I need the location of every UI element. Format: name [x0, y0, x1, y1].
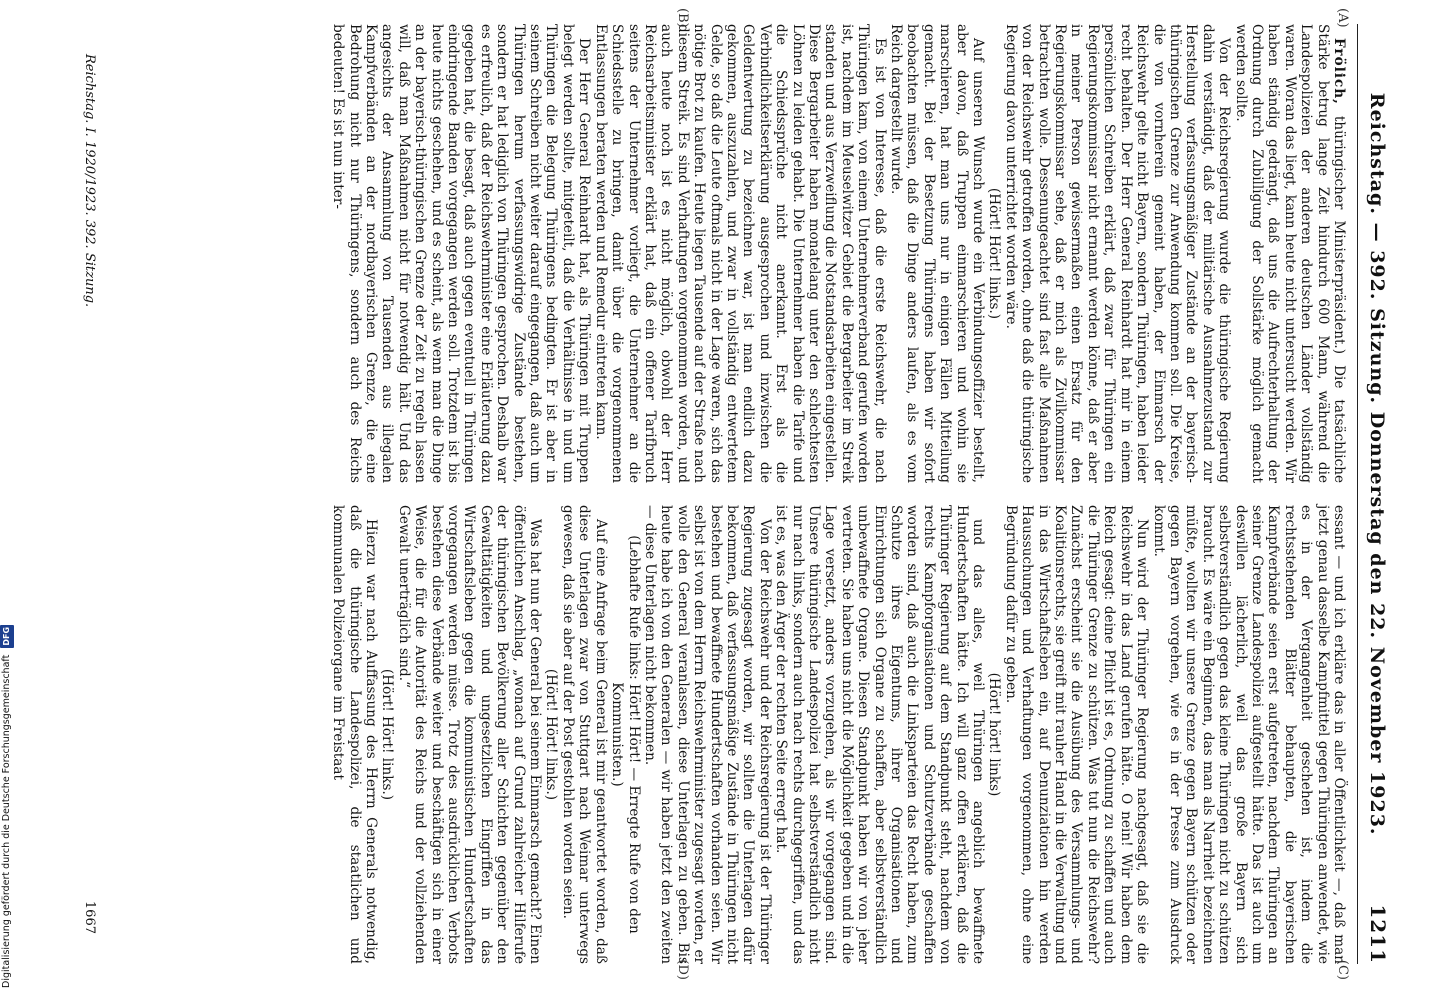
rotated-newspaper-page — [82, 8, 1390, 980]
paragraph-text: (Hört! Hört! links.) — [986, 187, 1003, 320]
paragraph — [1002, 505, 1150, 964]
interjection — [609, 505, 642, 964]
paragraph-text: (Hört! hört! links) — [986, 672, 1003, 797]
speaker-name: Frölich, — [1331, 38, 1347, 105]
column-right — [330, 505, 1347, 964]
interjection — [379, 505, 395, 964]
margin-mark-c: (C) — [1335, 959, 1350, 980]
paragraph-text: (Lebhafte Rufe links: Hört! Hört! — Erregte Rufe von den Kommunisten.) — [609, 535, 642, 934]
interjection — [543, 505, 559, 964]
paragraph — [592, 24, 887, 483]
page-title: Reichstag. — 392. Sitzung. Donnerstag den 22. November 1923. — [1366, 92, 1388, 836]
interjection — [986, 505, 1002, 964]
margin-mark-a: (A) — [1335, 8, 1350, 28]
paragraph-text: Auf unseren Wunsch wurde ein Verbindungsoffizier bestellt, aber davon, daß Truppen einmarschieren und wohin sie marschieren, hat man uns nur in einigen Fällen Mitteilung gemacht. Bei der Besetzung Thüringens haben wir sofort beobachten müssen, daß die Dinge anders laufen, als es vom Reich dargestellt wurde. — [888, 24, 987, 483]
paragraph — [888, 24, 986, 483]
paragraph — [395, 505, 543, 964]
paragraph-text: Von der Reichsregierung wurde die thüringische Regierung dahin verständigt, daß der militärische Ausnahmezustand zur Herstellung verfassungsmäßiger Zustände an der bayerisch-thüringischen Grenze zur Anwendung kommen soll. Die Kreise, die von vornherein gemeint haben, der Einmarsch der Reichswehr gelte nicht Bayern, sondern Thüringen, haben leider recht behalten. Der Herr General Reinhardt hat mir in einem persönlichen Schreiben erklärt, daß zwar für Thüringen ein Regierungskommissar nicht ernannt werden könne, daß er aber in meiner Person gewissermaßen einen Ersatz für den Regierungskommissar sehe, daß er mich als Zivilkommissar betrachten wolle. Dessenungeachtet sind fast alle Maßnahmen von der Reichswehr getroffen worden, ohne daß die thüringische Regierung davon unterrichtet worden wäre. — [1002, 24, 1233, 483]
dfg-logo-icon: DFG — [0, 625, 14, 648]
paragraph-text: thüringischer Ministerpräsident.) Die tatsächliche Stärke betrug lange Zeit hindurch 600 Mann, während die Landespolizeien der anderen deutschen Länder vollständig waren. Woran das liegt, kann heute nicht untersucht werden. Wir haben ständig gedrängt, daß uns die Aufrechterhaltung der Ordnung durch Zubilligung der Sollstärke möglich gemacht werden sollte. — [1232, 24, 1347, 483]
paragraph-text: Nun wird der Thüringer Regierung nachgesagt, daß sie die Reichswehr in das Land gerufen hätte. O nein! Wir haben dem Reich gesagt: deine Pflicht ist es, Ordnung zu schaffen und auch die Thüringer Grenze zu schützen. Was tut nun die Reichswehr? Zunächst erscheint sie die Ausübung des Versammlungs- und Koalitionsrechts, sie greift mit rauher Hand in die Verwaltung und in das Wirtschaftsleben ein, auf Denunziationen hin werden Haussuchungen und Verhaftungen vorgenommen, ohne eine Begründung dafür zu geben. — [1002, 505, 1151, 964]
paragraph-text: und das alles, weil Thüringen angeblich bewaffnete Hundertschaften hätte. Ich will ganz offen erklären, daß die Thüringer Regierung auf dem Standpunkt steht, nachdem von rechts Kampforganisationen und Schutzverbände geschaffen worden sind, daß auch die Linksparteien das Recht haben, zum Schutze ihres Eigentums, ihrer Organisationen und Einrichtungen sich Organe zu schaffen, aber selbstverständlich unbewaffnete Organe. Diesen Standpunkt haben wir von jeher vertreten. Sie haben uns nicht die Möglichkeit gegeben und in die Lage versetzt, anders vorzugehen, als wir vorgegangen sind. Unsere thüringische Landespolizei hat selbstverständlich nicht nur nach links, sondern auch nach rechts durchgegriffen, und das ist es, was den Ärger der rechten Seite erregt hat. — [773, 505, 987, 964]
paragraph — [1232, 24, 1347, 483]
text-columns — [330, 24, 1347, 964]
paragraph-text: (Hört! Hört! links.) — [543, 668, 560, 801]
footer-left: Reichstag. I. 1920/1923. 392. Sitzung. — [82, 54, 97, 308]
interjection — [986, 24, 1002, 483]
credit-text: Digitalisierung gefördert durch die Deutsche Forschungsgemeinschaft — [1, 654, 12, 988]
paragraph — [1002, 24, 1232, 483]
page-number: 1211 — [1366, 904, 1390, 964]
paragraph — [560, 505, 609, 964]
paragraph-text: Was hat nun der General bei seinem Einmarsch gemacht? Einen öffentlichen Anschlag, „wonach auf Grund zahlreicher Hilferufe der thüringischen Bevölkerung aller Schichten gegenüber den Gewalttätigkeiten und ungesetzlichen Eingriffen in das Wirtschaftsleben gegen die kommunistischen Hundertschaften vorgegangen werden müsse. Trotz des ausdrücklichen Verbots bestehen diese Verbände weiter und beschäftigen sich in einer Weise, die für die Autorität des Reichs und der vollziehenden Gewalt unerträglich sind.“ — [395, 505, 544, 964]
digitization-credit — [0, 0, 14, 1000]
paragraph-text: Von der Reichswehr und der Reichsregierung ist der Thüringer Regierung zugesagt worden, wir sollten die Unterlagen dafür bekommen, daß verfassungsmäßige Zustände in Thüringen nicht bestehen und bewaffnete Hundertschaften vorhanden seien. Wir selbst ist von dem Herrn Reichswehrminister zugesagt worden, er wolle den General veranlassen, diese Unterlagen zu geben. Bis heute habe ich von den Generalen — wir haben jetzt den zweiten — diese Unterlagen nicht bekommen. — [641, 505, 773, 964]
paragraph — [330, 505, 379, 964]
paragraph-text: essant — und ich erkläre das in aller Öffentlichkeit —, daß man jetzt genau dasselbe Kampfmittel gegen Thüringen anwendet, wie es in der Vergangenheit geschehen ist, indem die rechtsstehenden Blätter behaupten, die bayerischen Kampfverbände seien erst aufgetreten, nachdem Thüringen an seiner Grenze Landespolizei aufgestellt hätte. Das ist auch um deswillen lächerlich, weil das große Bayern sich selbstverständlich gegen das kleine Thüringen nicht zu schützen braucht. Es wäre ein Beginnen, das man als Narrheit bezeichnen müßte, wollten wir unsere Grenze gegen Bayern schützen oder gegen Bayern vorgehen, wie es in der Presse zum Ausdruck kommt. — [1150, 505, 1347, 964]
paragraph — [330, 24, 593, 483]
page-header — [1357, 24, 1390, 964]
column-left — [330, 24, 1347, 483]
paragraph-text: Der Herr General Reinhardt hat, als Thüringen mit Truppen belegt werden sollte, mitgeteilt, daß die Verhältnisse in und um Thüringen die Belegung Thüringens bedingten. Er ist aber in seinem Schreiben nicht weiter darauf eingegangen, daß auch um Thüringen herum verfassungswidrige Zustände bestehen, sondern er hat lediglich von Thüringen gesprochen. Deshalb war es erfreulich, daß der Reichswehrminister eine Erläuterung dazu gegeben hat, die besagt, daß auch gegen eventuell in Thüringen eindringende Banden vorgegangen werden soll. Trotzdem ist bis heute nichts geschehen, und es scheint, als wenn man die Dinge an der bayerisch-thüringischen Grenze der Zeit zu regeln lassen will, daß man Maßnahmen nicht für notwendig hält. Und das angesichts der Ansammlung von Tausenden aus illegalen Kampfverbänden an der nordbayerischen Grenze, die eine Bedrohung nicht nur Thüringens, sondern auch des Reichs bedeuten! Es ist nun inter- — [330, 24, 593, 483]
footer-page-number: 1667 — [82, 900, 97, 934]
paragraph-text: (Hört! Hört! links.) — [379, 668, 396, 801]
paragraph — [1150, 505, 1347, 964]
paragraph-text: Es ist von Interesse, daß die erste Reichswehr, die nach Thüringen kam, von einem Unternehmerverband gerufen worden ist, nachdem im Meuselwitzer Gebiet die Bergarbeiter im Streik standen und aus Verzweiflung die Notstandsarbeiten eingestellen. Diese Bergarbeiter haben monatelang unter den schlechtesten Löhnen zu leiden gehabt. Die Unternehmer haben die Tarife und die Schiedssprüche nicht anerkannt. Erst als die Verbindlichkeitserklärung ausgesprochen und inzwischen die Geldentwertung zu bezeichnen war, ist man endlich dazu gekommen, auszuzahlen, und zwar in vollständig entwertetem Gelde, so daß die Leute oftmals nicht in der Lage waren, sich das nötige Brot zu kaufen. Heute liegen Tausende auf der Straße nach diesem Streik. Es sind Verhaftungen vorgenommen worden, und auch heute noch ist es nicht möglich, obwohl der Herr Reichsarbeitsminister erklärt hat, daß ein offener Tarifbruch seitens der Unternehmer vorliegt, die Unternehmer an die Schiedsstelle zu bringen, damit über die vorgenommenen Entlassungen beraten werden und Remedur eintreten kann. — [592, 24, 888, 483]
paragraph — [642, 505, 773, 964]
margin-mark-b: (B) — [675, 8, 690, 28]
margin-mark-d: (D) — [675, 959, 690, 980]
paragraph — [773, 505, 986, 964]
paragraph-text: Auf eine Anfrage beim General ist mir geantwortet worden, daß diese Unterlagen zwar von Stuttgart nach Weimar unterwegs gewesen, daß sie aber auf der Post gestohlen worden seien. — [559, 505, 609, 964]
paragraph-text: Hierzu war nach Auffassung des Herrn Generals notwendig, daß die thüringische Landespolizei, die staatlichen und kommunalen Polizeiorgane im Freistaat — [330, 505, 380, 964]
